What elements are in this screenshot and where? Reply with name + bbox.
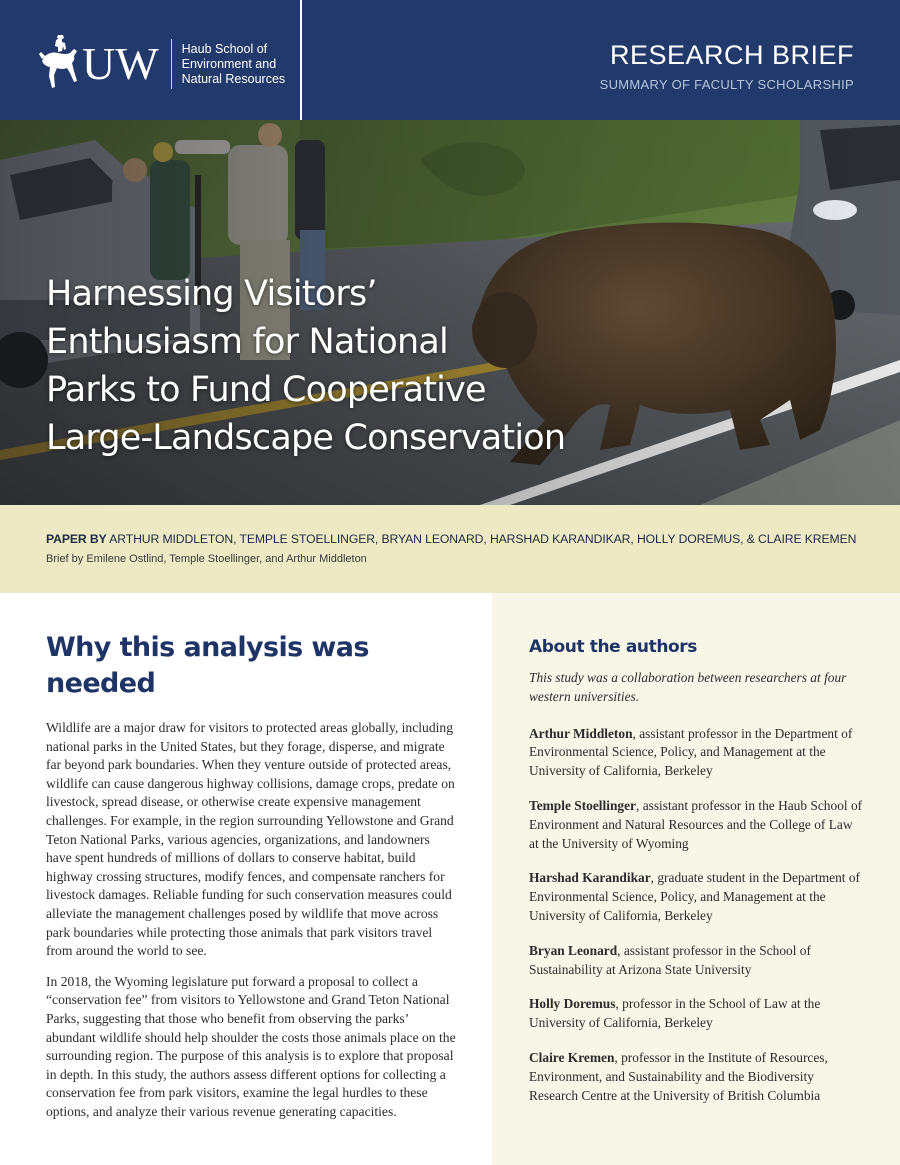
author-name: Holly Doremus [529,996,616,1012]
author-description: , assistant professor in the Haub School of Environment and Natural Resources and the College of Law at the University of Wyoming [529,797,863,851]
title-line: Enthusiasm for National [46,322,448,362]
university-logo[interactable] [38,34,285,94]
author-bio [529,869,864,925]
author-bio [529,797,864,853]
uw-wordmark: UW [82,38,159,89]
header-bar [0,0,900,120]
author-description: , professor in the Institute of Resources, Environment, and Sustainability and the Biodiversity Research Centre at the University of British Columbia [529,1049,828,1103]
about-authors-sidebar [492,593,900,1165]
title-line: Harnessing Visitors’ [46,274,377,314]
paper-authors [46,532,856,546]
title-line: Parks to Fund Cooperative [46,370,486,410]
section-heading: Why this analysis was needed [46,632,369,699]
author-bio [529,942,864,980]
author-bio [529,1049,864,1105]
school-name-line: Environment and [181,56,277,71]
document-title [46,270,646,462]
paper-authors-list: ARTHUR MIDDLETON, TEMPLE STOELLINGER, BRYAN LEONARD, HARSHAD KARANDIKAR, HOLLY DOREMUS, & CLAIRE KREMEN [106,532,857,546]
document-type-subtitle: SUMMARY OF FACULTY SCHOLARSHIP [599,77,854,92]
credits-band [0,505,900,593]
logo-divider [171,39,172,89]
hero-image [0,120,900,505]
header-divider [300,0,302,120]
author-name: Claire Kremen [529,1049,615,1065]
school-name [182,42,286,87]
author-name: Arthur Middleton [529,725,633,741]
author-description: , graduate student in the Department of Environmental Science, Policy, and Management at the University of California, Berkeley [529,870,861,923]
author-bio [529,995,864,1033]
school-name-line: Natural Resources [181,71,286,86]
main-column [46,630,458,1133]
body-paragraph: Wildlife are a major draw for visitors to protected areas globally, including national parks in the United States, but they forage, disperse, and migrate far beyond park boundaries. When they venture outside of protected areas, wildlife can cause dangerous highway collisions, damage crops, predate on livestock, spread disease, or otherwise create expensive management challenges. For example, in the region surrounding Yellowstone and Grand Teton National Parks, various agencies, organizations, and landowners have spent hundreds of millions of dollars to conserve habitat, build highway crossing structures, modify fences, and compensate ranchers for livestock damages. Reliable funding for such conservation measures could alleviate the management challenges posed by wildlife that move across park boundaries while protecting those animals that park visitors travel from around the world to see. [46,720,455,959]
author-description: , assistant professor in the Department of Environmental Science, Policy, and Management at the University of California, Berkeley [529,725,853,779]
bucking-horse-icon [38,33,78,95]
paper-by-label: PAPER BY [46,532,107,546]
author-name: Bryan Leonard [529,942,618,958]
document-type-title: RESEARCH BRIEF [609,40,854,70]
school-name-line: Haub School of [181,41,268,56]
author-bio [529,725,864,781]
author-name: Harshad Karandikar [529,870,651,886]
sidebar-heading: About the authors [529,637,698,657]
brief-authors: Brief by Emilene Ostlind, Temple Stoellinger, and Arthur Middleton [46,553,367,565]
sidebar-intro: This study was a collaboration between researchers at four western universities. [529,670,847,704]
author-description: , assistant professor in the School of Sustainability at Arizona State University [529,942,811,977]
body-paragraph: In 2018, the Wyoming legislature put forward a proposal to collect a “conservation fee” from visitors to Yellowstone and Grand Teton National Parks, suggesting that those who benefit from observing the parks’ abundant wildlife should help shoulder the costs those animals place on the surrounding region. The purpose of this analysis is to explore that proposal in depth. In this study, the authors assess different options for collecting a conservation fee from park visitors, examine the legal hurdles to these options, and analyze their various revenue generating capacities. [46,973,456,1119]
author-description: , professor in the School of Law at the University of California, Berkeley [529,996,821,1031]
title-line: Large-Landscape Conservation [46,418,566,458]
author-name: Temple Stoellinger [529,797,636,813]
